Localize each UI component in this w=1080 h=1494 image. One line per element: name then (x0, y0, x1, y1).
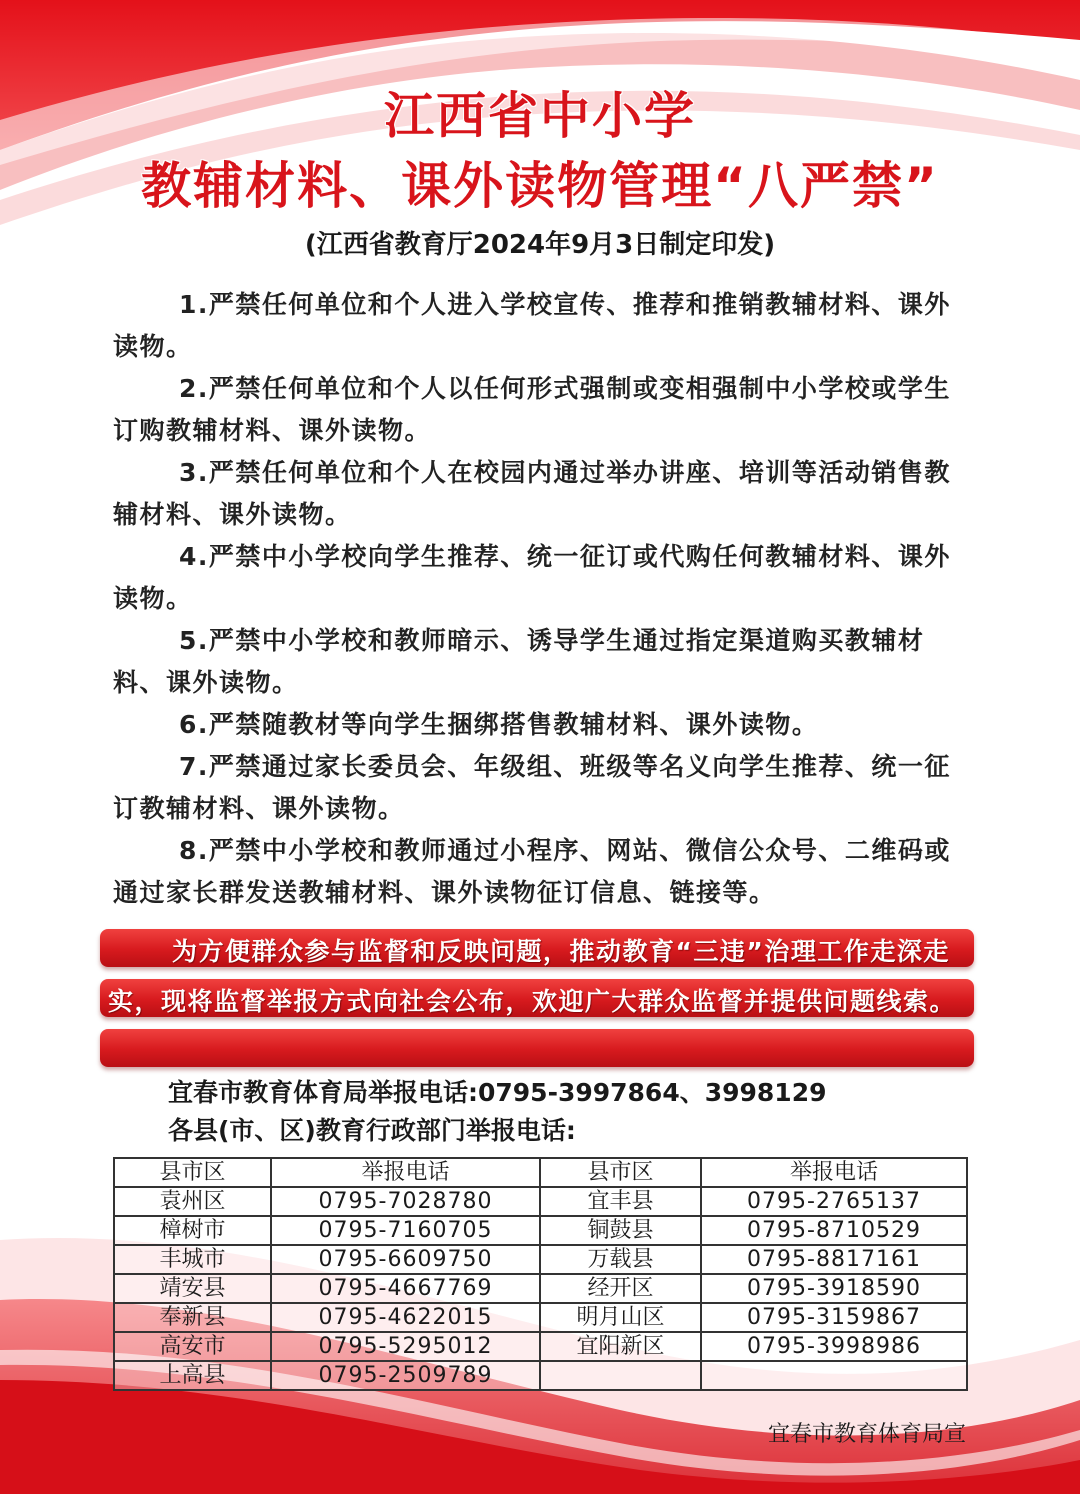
table-row (114, 1245, 967, 1274)
table-header-row (114, 1158, 967, 1187)
title-line-2: 教辅材料、课外读物管理“八严禁” (141, 157, 939, 215)
issuer-footer: 宜春市教育体育局宣 (767, 1422, 966, 1447)
phone-cell: 0795-6609750 (271, 1245, 540, 1274)
phone-cell: 0795-5295012 (271, 1332, 540, 1361)
district-cell: 高安市 (114, 1332, 271, 1361)
district-cell: 奉新县 (114, 1303, 271, 1332)
rule-item: 3.严禁任何单位和个人在校园内通过举办讲座、培训等活动销售教辅材料、课外读物。 (113, 458, 951, 529)
district-cell: 袁州区 (114, 1187, 271, 1216)
column-header-phone: 举报电话 (701, 1158, 967, 1187)
district-cell: 靖安县 (114, 1274, 271, 1303)
rule-item: 5.严禁中小学校和教师暗示、诱导学生通过指定渠道购买教辅材料、课外读物。 (113, 626, 925, 697)
district-cell: 经开区 (540, 1274, 701, 1303)
county-hotline-heading: 各县(市、区)教育行政部门举报电话: (168, 1116, 576, 1145)
rule-item: 7.严禁通过家长委员会、年级组、班级等名义向学生推荐、统一征订教辅材料、课外读物。 (113, 752, 951, 823)
table-row (114, 1187, 967, 1216)
rule-item: 4.严禁中小学校向学生推荐、统一征订或代购任何教辅材料、课外读物。 (113, 542, 951, 613)
notice-banner-strip (100, 1029, 974, 1067)
notice-text: 为方便群众参与监督和反映问题，推动教育“三违”治理工作走深走实，现将监督举报方式向社会公布，欢迎广大群众监督并提供问题线索。 (108, 937, 957, 1016)
hotline-table (113, 1157, 968, 1391)
phone-cell: 0795-8817161 (701, 1245, 967, 1274)
phone-cell: 0795-8710529 (701, 1216, 967, 1245)
city-hotline: 宜春市教育体育局举报电话:0795-3997864、3998129 (168, 1078, 827, 1107)
district-cell: 万载县 (540, 1245, 701, 1274)
table-row (114, 1361, 967, 1390)
subtitle: (江西省教育厅2024年9月3日制定印发) (304, 230, 776, 260)
district-cell: 铜鼓县 (540, 1216, 701, 1245)
rule-item: 1.严禁任何单位和个人进入学校宣传、推荐和推销教辅材料、课外读物。 (113, 290, 951, 361)
rule-item: 2.严禁任何单位和个人以任何形式强制或变相强制中小学校或学生订购教辅材料、课外读物。 (113, 374, 951, 445)
phone-cell: 0795-7160705 (271, 1216, 540, 1245)
phone-cell: 0795-3998986 (701, 1332, 967, 1361)
district-cell: 宜阳新区 (540, 1332, 701, 1361)
district-cell: 樟树市 (114, 1216, 271, 1245)
district-cell: 宜丰县 (540, 1187, 701, 1216)
rules-list (113, 284, 973, 914)
district-cell (540, 1361, 701, 1390)
rule-item: 8.严禁中小学校和教师通过小程序、网站、微信公众号、二维码或通过家长群发送教辅材料、课外读物征订信息、链接等。 (113, 836, 951, 907)
table-row (114, 1303, 967, 1332)
district-cell: 丰城市 (114, 1245, 271, 1274)
title-line-1: 江西省中小学 (384, 87, 696, 145)
rule-item: 6.严禁随教材等向学生捆绑搭售教辅材料、课外读物。 (179, 710, 819, 739)
column-header-phone: 举报电话 (271, 1158, 540, 1187)
table-row (114, 1216, 967, 1245)
phone-cell: 0795-2765137 (701, 1187, 967, 1216)
phone-cell: 0795-7028780 (271, 1187, 540, 1216)
district-cell: 上高县 (114, 1361, 271, 1390)
district-cell: 明月山区 (540, 1303, 701, 1332)
column-header-district: 县市区 (540, 1158, 701, 1187)
phone-cell: 0795-3918590 (701, 1274, 967, 1303)
phone-cell: 0795-4622015 (271, 1303, 540, 1332)
table-row (114, 1332, 967, 1361)
table-row (114, 1274, 967, 1303)
phone-cell: 0795-3159867 (701, 1303, 967, 1332)
phone-cell (701, 1361, 967, 1390)
column-header-district: 县市区 (114, 1158, 271, 1187)
phone-cell: 0795-2509789 (271, 1361, 540, 1390)
phone-cell: 0795-4667769 (271, 1274, 540, 1303)
